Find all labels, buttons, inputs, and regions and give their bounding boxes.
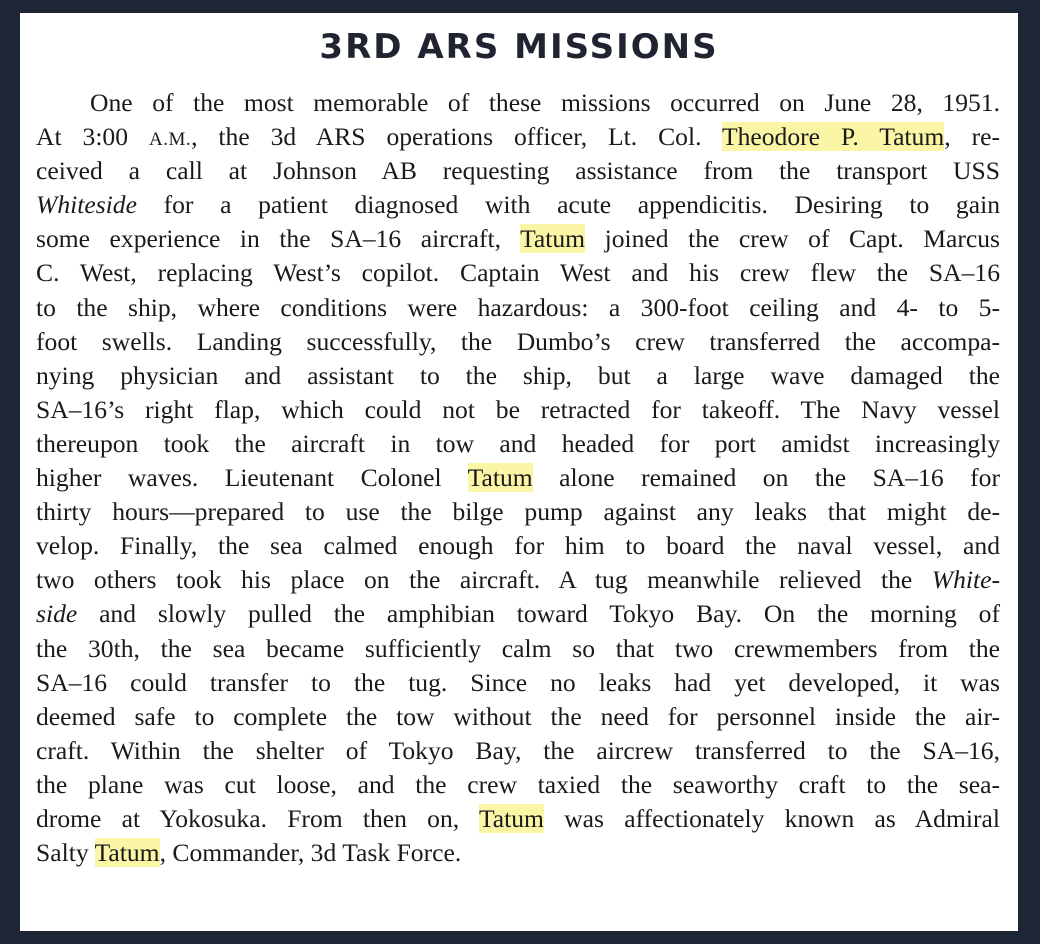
text-run: SA–16’s right flap, which could not be retracted for takeoff. The Navy vessel: [36, 394, 1000, 424]
italic-text: White-: [931, 565, 1000, 595]
text-run: to the ship, where conditions were hazardous: a 300-foot ceiling and 4- to 5-: [36, 292, 1000, 322]
text-run: foot swells. Landing successfully, the Dumbo’s crew transferred the accompa-: [36, 326, 1000, 356]
text-line: [36, 461, 1000, 495]
highlighted-name: Tatum: [520, 224, 586, 254]
text-run: drome at Yokosuka. From then on,: [36, 803, 479, 833]
italic-text: Whiteside: [36, 190, 137, 220]
text-line: [36, 700, 1000, 734]
text-run: , the 3d ARS operations officer, Lt. Col.: [191, 122, 722, 152]
text-run: alone remained on the SA–16 for: [532, 463, 1001, 493]
text-run: nying physician and assistant to the ship, but a large wave damaged the: [36, 360, 1000, 390]
text-run: , re-: [944, 122, 1001, 152]
text-run: the 30th, the sea became sufficiently calm so that two crewmembers from the: [36, 633, 1000, 663]
text-line: [36, 120, 1000, 154]
text-run: One of the most memorable of these missions occurred on June 28, 1951.: [90, 88, 1000, 117]
text-run: At 3:00: [36, 122, 149, 152]
text-line: [36, 734, 1000, 768]
text-line: [36, 666, 1000, 700]
highlighted-name: Tatum: [467, 463, 533, 493]
text-run: craft. Within the shelter of Tokyo Bay, the aircrew transferred to the SA–16,: [36, 735, 1000, 765]
text-line: [36, 256, 1000, 290]
text-run: thereupon took the aircraft in tow and headed for port amidst increasingly: [36, 428, 1000, 458]
text-line: [36, 393, 1000, 427]
text-line: [36, 86, 1000, 120]
document-title: 3RD ARS MISSIONS: [319, 27, 719, 67]
text-line: [36, 359, 1000, 393]
text-run: SA–16 could transfer to the tug. Since no leaks had yet developed, it was: [36, 667, 1000, 697]
text-line: [36, 597, 1000, 631]
highlighted-name: Tatum: [478, 803, 544, 833]
text-line: [36, 632, 1000, 666]
text-run: was affectionately known as Admiral: [543, 803, 1000, 833]
text-run: Salty: [36, 838, 95, 868]
text-run: C. West, replacing West’s copilot. Captain West and his crew flew the SA–16: [36, 258, 1000, 288]
body-paragraph: [36, 86, 1000, 870]
text-line: [36, 427, 1000, 461]
small-caps-text: A.M.: [148, 129, 192, 151]
text-run: ceived a call at Johnson AB requesting assistance from the transport USS: [36, 156, 1000, 186]
text-line: [36, 836, 1000, 870]
text-line: [36, 495, 1000, 529]
text-line: [36, 222, 1000, 256]
text-run: and slowly pulled the amphibian toward Tokyo Bay. On the morning of: [77, 599, 1000, 629]
text-run: higher waves. Lieutenant Colonel: [36, 463, 468, 493]
italic-text: side: [36, 599, 78, 629]
text-line: [36, 768, 1000, 802]
text-run: , Commander, 3d Task Force.: [159, 838, 462, 868]
text-run: thirty hours—prepared to use the bilge pump against any leaks that might de-: [36, 497, 1000, 527]
text-run: for a patient diagnosed with acute appendicitis. Desiring to gain: [136, 190, 1000, 220]
text-line: [36, 325, 1000, 359]
text-line: [36, 563, 1000, 597]
text-run: joined the crew of Capt. Marcus: [585, 224, 1000, 254]
text-run: velop. Finally, the sea calmed enough for him to board the naval vessel, and: [36, 531, 1000, 561]
text-run: some experience in the SA–16 aircraft,: [36, 224, 521, 254]
text-line: [36, 188, 1000, 222]
text-run: deemed safe to complete the tow without the need for personnel inside the air-: [36, 701, 1000, 731]
document-page: [20, 13, 1018, 931]
text-line: [36, 154, 1000, 188]
text-line: [36, 291, 1000, 325]
text-run: the plane was cut loose, and the crew taxied the seaworthy craft to the sea-: [36, 769, 1000, 799]
highlighted-name: Theodore P. Tatum: [721, 122, 945, 152]
text-run: two others took his place on the aircraft. A tug meanwhile relieved the: [36, 565, 932, 595]
text-line: [36, 802, 1000, 836]
text-line: [36, 529, 1000, 563]
highlighted-name: Tatum: [94, 838, 160, 868]
